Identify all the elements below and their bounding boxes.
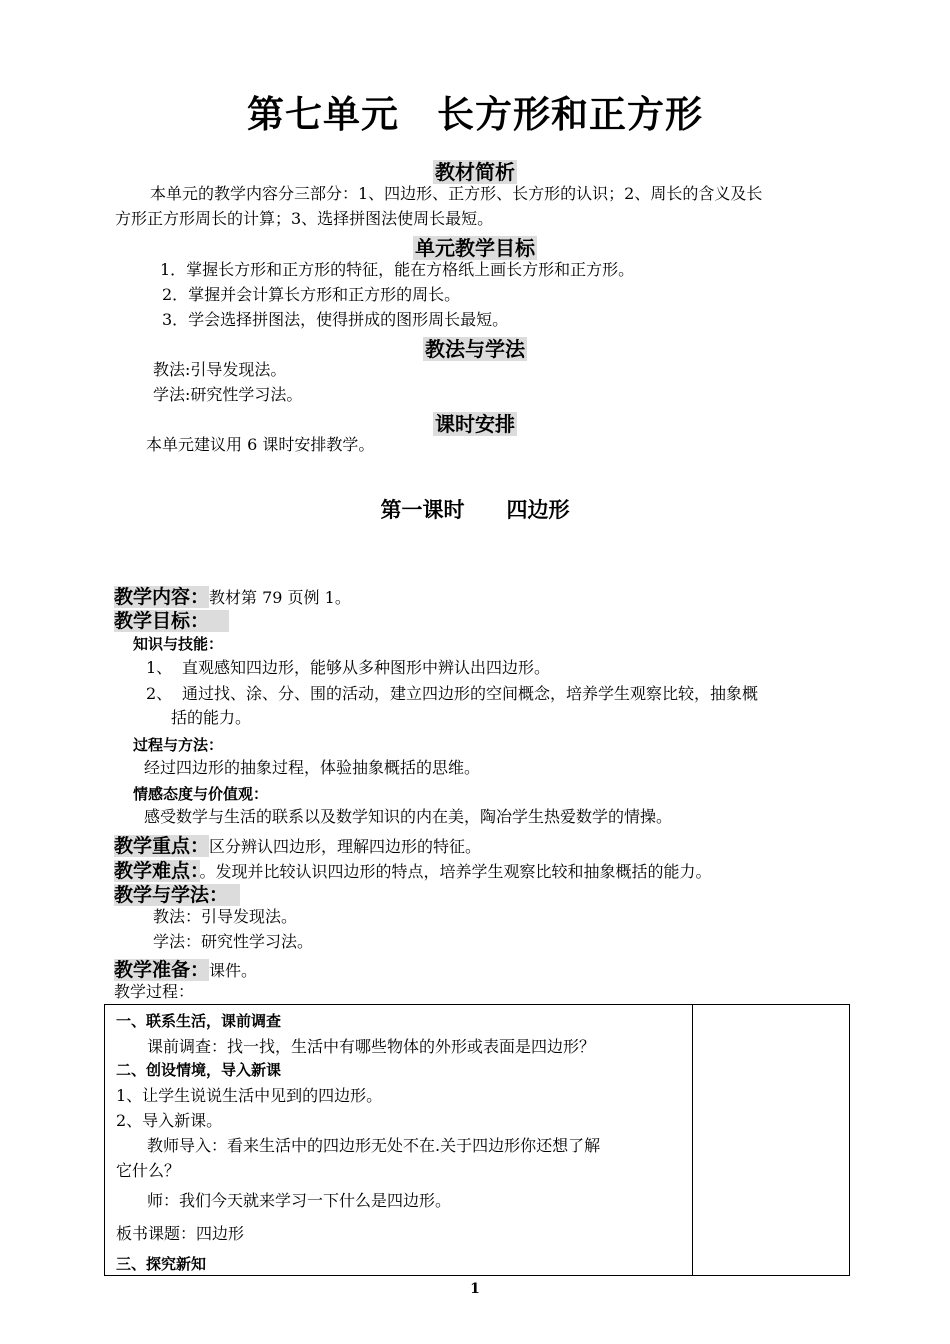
page-title: 第七单元 长方形和正方形 xyxy=(247,93,703,136)
key-point-row xyxy=(114,831,481,858)
lesson-content-text: 教材第 79 页例 1。 xyxy=(209,588,351,607)
goal-item-1: 1．掌握长方形和正方形的特征，能在方格纸上画长方形和正方形。 xyxy=(160,260,635,279)
table-column-divider xyxy=(692,1005,693,1275)
table-s2-item1: 1、让学生说说生活中见到的四边形。 xyxy=(116,1086,383,1105)
table-s3-title: 三、探究新知 xyxy=(116,1255,207,1273)
schedule-heading: 课时安排 xyxy=(435,412,515,436)
goal-item-3: 3．学会选择拼图法，使得拼成的图形周长最短。 xyxy=(162,310,509,329)
key-point-label: 教学重点： xyxy=(114,835,210,857)
table-s1-title: 一、联系生活，课前调查 xyxy=(116,1012,282,1030)
unit-teach-method: 教法:引导发现法。 xyxy=(153,360,287,379)
process-text: 经过四边形的抽象过程，体验抽象概括的思维。 xyxy=(144,758,481,777)
lesson-teach-method: 教法：引导发现法。 xyxy=(153,907,298,926)
process-label: 过程与方法： xyxy=(133,736,224,754)
schedule-text: 本单元建议用 6 课时安排教学。 xyxy=(146,435,375,454)
process-table xyxy=(104,1004,850,1276)
difficulty-label: 教学难点： xyxy=(114,860,200,882)
table-s2-intro-b: 它什么？ xyxy=(116,1161,181,1180)
prep-text: 课件。 xyxy=(209,961,258,980)
lesson-content-row xyxy=(114,582,351,609)
knowledge-1: 直观感知四边形，能够从多种图形中辨认出四边形。 xyxy=(182,658,551,677)
analysis-line-2: 方形正方形周长的计算；3、选择拼图法使周长最短。 xyxy=(115,209,494,228)
prep-label: 教学准备： xyxy=(114,959,210,981)
emotion-text: 感受数学与生活的联系以及数学知识的内在美，陶冶学生热爱数学的情操。 xyxy=(144,807,673,826)
unit-learn-method: 学法:研究性学习法。 xyxy=(153,385,303,404)
table-s2-item2: 2、导入新课。 xyxy=(116,1111,223,1130)
difficulty-row xyxy=(114,856,712,883)
table-s2-title: 二、创设情境，导入新课 xyxy=(116,1061,282,1079)
goal-item-2: 2．掌握并会计算长方形和正方形的周长。 xyxy=(162,285,461,304)
lesson-title: 第一课时 四边形 xyxy=(380,498,570,522)
knowledge-1-num: 1、 xyxy=(146,658,173,677)
methods-heading: 教法与学法 xyxy=(425,337,525,361)
table-s2-intro-a: 教师导入：看来生活中的四边形无处不在.关于四边形你还想了解 xyxy=(147,1136,601,1155)
method-label: 教学与学法： xyxy=(114,884,229,906)
knowledge-2-num: 2、 xyxy=(146,684,173,703)
table-s2-teacher: 师：我们今天就来学习一下什么是四边形。 xyxy=(147,1191,452,1210)
page-number: 1 xyxy=(470,1281,480,1297)
table-s2-board: 板书课题：四边形 xyxy=(116,1224,245,1243)
table-s1-text: 课前调查：找一找，生活中有哪些物体的外形或表面是四边形？ xyxy=(147,1037,596,1056)
lesson-goals-label: 教学目标： xyxy=(114,610,210,632)
key-point-text: 区分辨认四边形，理解四边形的特征。 xyxy=(209,837,482,856)
difficulty-text: 。发现并比较认识四边形的特点，培养学生观察比较和抽象概括的能力。 xyxy=(199,862,712,881)
lesson-goals-row xyxy=(114,606,229,633)
knowledge-2b: 括的能力。 xyxy=(171,708,252,727)
analysis-heading: 教材简析 xyxy=(435,160,515,184)
lesson-content-label: 教学内容： xyxy=(114,586,210,608)
prep-row xyxy=(114,955,257,982)
method-row xyxy=(114,880,240,907)
goals-heading: 单元教学目标 xyxy=(415,236,535,260)
process-caption: 教学过程： xyxy=(114,982,195,1001)
knowledge-label: 知识与技能： xyxy=(133,635,224,653)
knowledge-2a: 通过找、涂、分、围的活动，建立四边形的空间概念，培养学生观察比较，抽象概 xyxy=(182,684,759,703)
emotion-label: 情感态度与价值观： xyxy=(133,785,269,803)
lesson-learn-method: 学法：研究性学习法。 xyxy=(153,932,314,951)
analysis-line-1: 本单元的教学内容分三部分：1、四边形、正方形、长方形的认识；2、周长的含义及长 xyxy=(150,184,763,203)
